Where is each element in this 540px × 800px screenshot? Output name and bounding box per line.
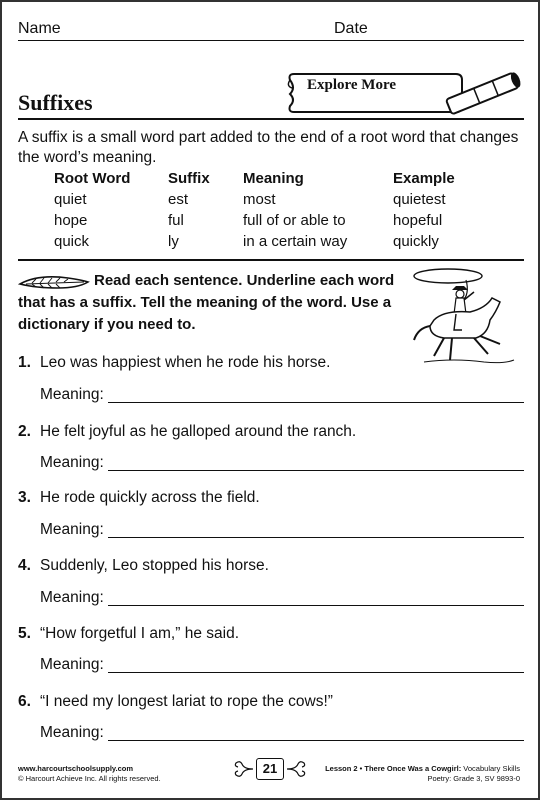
question-number: 5. bbox=[18, 625, 31, 642]
intro-text: A suffix is a small word part added to the end of a root word that changes the word’s meaning. bbox=[18, 129, 519, 166]
meaning-answer-line-2[interactable] bbox=[108, 470, 524, 471]
question-number: 1. bbox=[18, 354, 31, 371]
table-cell: in a certain way bbox=[243, 233, 348, 250]
question-text: He rode quickly across the field. bbox=[40, 489, 260, 506]
meaning-column bbox=[243, 168, 347, 252]
meaning-answer-line-1[interactable] bbox=[108, 402, 524, 403]
table-cell: most bbox=[243, 191, 276, 208]
section-divider bbox=[18, 259, 524, 261]
table-cell: quickly bbox=[393, 233, 439, 250]
question-number: 4. bbox=[18, 557, 31, 574]
root-word-column bbox=[54, 168, 130, 252]
table-cell: ful bbox=[168, 212, 184, 229]
table-header: Example bbox=[393, 170, 455, 187]
table-header: Meaning bbox=[243, 170, 304, 187]
table-header: Suffix bbox=[168, 170, 210, 187]
title-divider bbox=[18, 118, 524, 120]
page-title: Suffixes bbox=[18, 90, 93, 115]
table-cell: est bbox=[168, 191, 189, 208]
meaning-label: Meaning: bbox=[40, 521, 104, 538]
date-label: Date bbox=[334, 20, 368, 37]
series-info: Poetry: Grade 3, SV 9893-0 bbox=[427, 774, 520, 783]
meaning-label: Meaning: bbox=[40, 724, 104, 741]
cowgirl-on-horse-icon bbox=[404, 264, 520, 370]
meaning-answer-line-5[interactable] bbox=[108, 672, 524, 673]
table-header: Root Word bbox=[54, 170, 131, 187]
meaning-label: Meaning: bbox=[40, 656, 104, 673]
suffix-column bbox=[168, 168, 210, 252]
lesson-subtitle: Vocabulary Skills bbox=[463, 764, 520, 773]
question-number: 3. bbox=[18, 489, 31, 506]
question-5 bbox=[18, 625, 239, 643]
explore-more-label: Explore More bbox=[307, 77, 397, 93]
flourish-left-icon bbox=[234, 760, 254, 778]
question-text: Suddenly, Leo stopped his horse. bbox=[40, 557, 269, 574]
table-cell: quietest bbox=[393, 191, 446, 208]
name-date-line bbox=[18, 40, 524, 41]
question-3 bbox=[18, 489, 260, 507]
meaning-answer-line-6[interactable] bbox=[108, 740, 524, 741]
table-cell: quiet bbox=[54, 191, 87, 208]
table-cell: hope bbox=[54, 212, 88, 229]
table-cell: hopeful bbox=[393, 212, 443, 229]
question-2 bbox=[18, 423, 356, 441]
question-number: 2. bbox=[18, 423, 31, 440]
table-cell: quick bbox=[54, 233, 90, 250]
question-text: Leo was happiest when he rode his horse. bbox=[40, 354, 331, 371]
question-1 bbox=[18, 354, 330, 372]
page-number: 21 bbox=[256, 758, 284, 780]
meaning-label: Meaning: bbox=[40, 386, 104, 403]
publisher-url[interactable]: www.harcourtschoolsupply.com bbox=[18, 764, 134, 773]
instructions: Read each sentence. Underline each word that has a suffix. Tell the meaning of the word. Use a dictionary if you need to. bbox=[18, 272, 395, 333]
footer-lesson-info bbox=[325, 764, 520, 784]
question-text: “How forgetful I am,” he said. bbox=[40, 625, 239, 642]
example-column bbox=[393, 168, 455, 252]
question-text: “I need my longest lariat to rope the cows!” bbox=[40, 693, 333, 710]
copyright-text: © Harcourt Achieve Inc. All rights reserved. bbox=[18, 774, 161, 783]
question-number: 6. bbox=[18, 693, 31, 710]
question-6 bbox=[18, 693, 333, 711]
meaning-label: Meaning: bbox=[40, 589, 104, 606]
lesson-title: Lesson 2 • There Once Was a Cowgirl: bbox=[325, 764, 462, 773]
footer-publisher bbox=[18, 764, 161, 784]
flourish-right-icon bbox=[286, 760, 306, 778]
question-4 bbox=[18, 557, 269, 575]
meaning-answer-line-4[interactable] bbox=[108, 605, 524, 606]
question-text: He felt joyful as he galloped around the ranch. bbox=[40, 423, 357, 440]
meaning-answer-line-3[interactable] bbox=[108, 537, 524, 538]
name-label: Name bbox=[18, 20, 61, 37]
meaning-label: Meaning: bbox=[40, 454, 104, 471]
table-cell: ly bbox=[168, 233, 179, 250]
table-cell: full of or able to bbox=[243, 212, 346, 229]
